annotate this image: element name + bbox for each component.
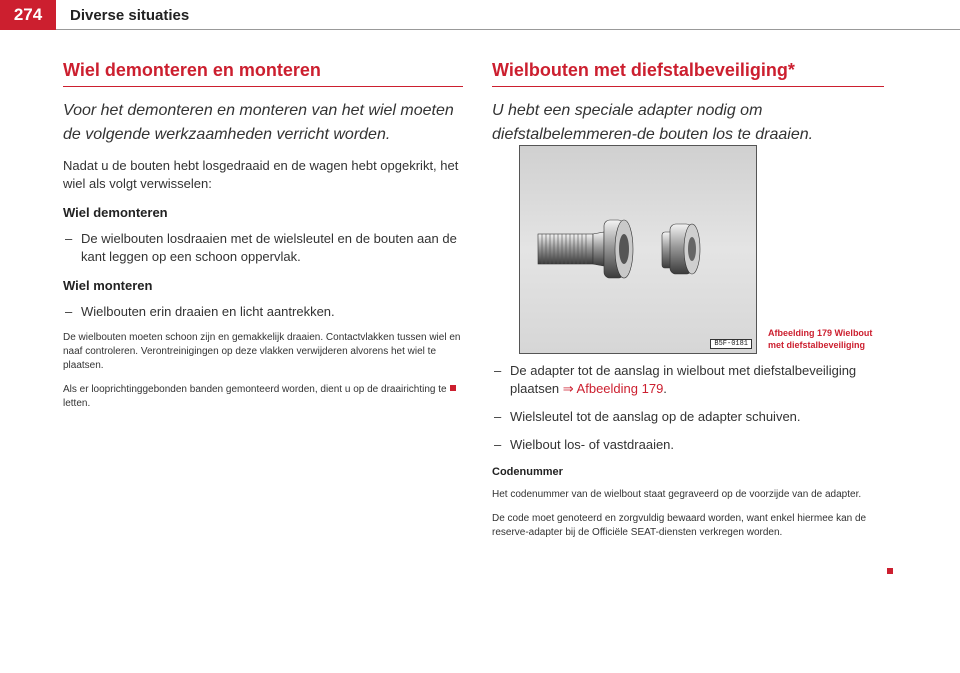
wheel-bolt-illustration bbox=[520, 146, 756, 353]
subhead-codenummer: Codenummer bbox=[492, 466, 563, 478]
left-heading: Wiel demonteren en monteren bbox=[63, 60, 463, 87]
figure-caption: Afbeelding 179 Wielbout met diefstalbeveiliging bbox=[768, 328, 873, 350]
list-item: – Wielsleutel tot de aanslag op de adapter schuiven. bbox=[494, 409, 801, 424]
figure-wheel-bolt bbox=[519, 145, 757, 354]
subhead-monteren: Wiel monteren bbox=[63, 278, 153, 293]
list-item: – Wielbout los- of vastdraaien. bbox=[494, 437, 675, 452]
section-end-marker bbox=[887, 568, 893, 574]
right-column bbox=[492, 60, 884, 147]
right-column-body bbox=[492, 362, 884, 540]
list-item: – De adapter tot de aanslag in wielbout met diefstalbeveiliging plaatsen ⇒ Afbeelding 179. bbox=[494, 363, 857, 396]
note-paragraph: De code moet genoteerd en zorgvuldig bewaard worden, want enkel hiermee kan de reserve-adapter bij de Officiële SEAT-diensten verkregen worden. bbox=[492, 513, 867, 538]
left-para: Nadat u de bouten hebt losgedraaid en de wagen hebt opgekrikt, het wiel als volgt verwisselen: bbox=[63, 158, 459, 191]
right-heading: Wielbouten met diefstalbeveiliging* bbox=[492, 60, 884, 87]
figure-code: B5F-0181 bbox=[710, 339, 752, 349]
page-number: 274 bbox=[0, 0, 56, 30]
note-paragraph: Het codenummer van de wielbout staat gegraveerd op de voorzijde van de adapter. bbox=[492, 489, 862, 500]
section-end-marker bbox=[450, 385, 456, 391]
note-paragraph: Als er looprichtinggebonden banden gemonteerd worden, dient u op de draairichting te letten. bbox=[63, 384, 447, 409]
subhead-demonteren: Wiel demonteren bbox=[63, 205, 168, 220]
left-column bbox=[63, 60, 463, 411]
note-paragraph: De wielbouten moeten schoon zijn en gemakkelijk draaien. Contactvlakken tussen wiel en naaf controleren. Verontreinigingen op deze vlakken verwijderen alvorens het wiel te plaatsen. bbox=[63, 332, 461, 371]
list-item: – De wielbouten losdraaien met de wielsleutel en de bouten aan de kant leggen op een schoon oppervlak. bbox=[65, 231, 457, 264]
right-intro: U hebt een speciale adapter nodig om diefstalbelemmeren-de bouten los te draaien. bbox=[492, 102, 814, 143]
section-title: Diverse situaties bbox=[70, 7, 190, 24]
header-divider bbox=[56, 29, 960, 30]
figure-reference-link[interactable]: ⇒ Afbeelding 179 bbox=[562, 381, 664, 396]
list-item: – Wielbouten erin draaien en licht aantrekken. bbox=[65, 304, 335, 319]
left-intro: Voor het demonteren en monteren van het wiel moeten de volgende werkzaamheden verricht worden. bbox=[63, 102, 454, 143]
